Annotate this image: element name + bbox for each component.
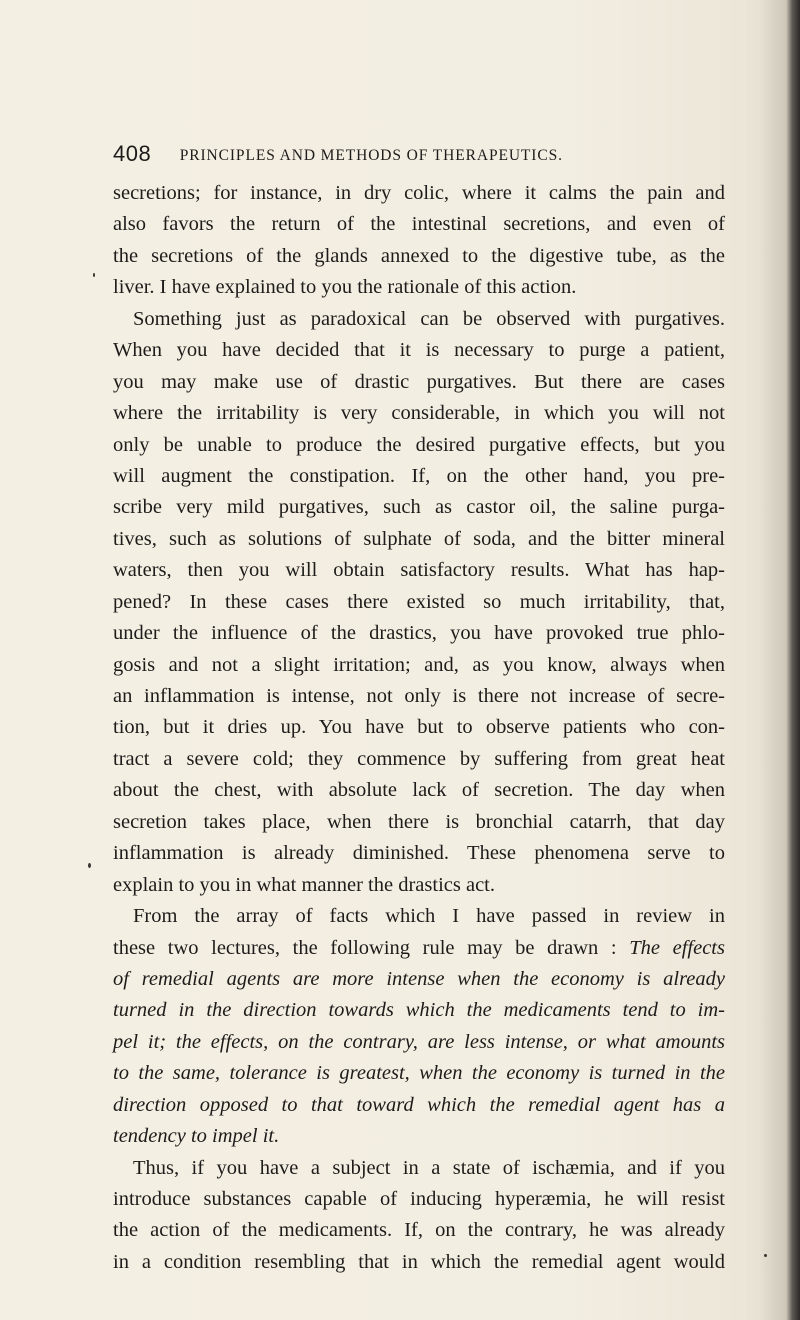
text-line: in a condition resembling that in which the remedial agent would xyxy=(113,1250,725,1273)
text-line: tion, but it dries up. You have but to observe patients who con- xyxy=(113,716,725,739)
text-line: scribe very mild purgatives, such as castor oil, the saline purga- xyxy=(113,496,725,519)
text-line: the secretions of the glands annexed to the digestive tube, as the xyxy=(113,244,725,267)
text-line: From the array of facts which I have passed in review in xyxy=(133,905,725,928)
body-text xyxy=(113,178,725,1278)
text-line: gosis and not a slight irritation; and, as you know, always when xyxy=(113,653,725,676)
text-line: will augment the constipation. If, on the other hand, you pre- xyxy=(113,464,725,487)
binding-shadow xyxy=(760,0,786,1320)
rule-text-line: to the same, tolerance is greatest, when the economy is turned in the xyxy=(113,1062,725,1085)
margin-speck xyxy=(764,1254,767,1257)
book-binding-edge xyxy=(786,0,800,1320)
text-line: an inflammation is intense, not only is there not increase of secre- xyxy=(113,685,725,707)
text-line: only be unable to produce the desired purgative effects, but you xyxy=(113,433,725,456)
text-line: pened? In these cases there existed so much irritability, that, xyxy=(113,590,725,613)
running-title: PRINCIPLES AND METHODS OF THERAPEUTICS. xyxy=(179,147,563,164)
text-line: Thus, if you have a subject in a state of ischæmia, and if you xyxy=(133,1156,725,1179)
text-line: about the chest, with absolute lack of secretion. The day when xyxy=(113,779,725,802)
text-line: where the irritability is very considerable, in which you will not xyxy=(113,402,725,425)
rule-text-line: tendency to impel it. xyxy=(113,1125,280,1148)
margin-speck xyxy=(93,273,95,277)
text-line: also favors the return of the intestinal secretions, and even of xyxy=(113,213,725,236)
rule-text-line: pel it; the effects, on the contrary, are less intense, or what amounts xyxy=(113,1030,725,1053)
page-number: 408 xyxy=(113,141,152,166)
text-line: secretions; for instance, in dry colic, where it calms the pain and xyxy=(113,182,725,204)
text-line: introduce substances capable of inducing hyperæmia, he will resist xyxy=(113,1188,725,1210)
rule-italic-start: The effects xyxy=(629,936,725,959)
text-line: tives, such as solutions of sulphate of soda, and the bitter mineral xyxy=(113,527,725,550)
text-line: under the influence of the drastics, you have provoked true phlo- xyxy=(113,622,725,645)
rule-text-line: turned in the direction towards which the medicaments tend to im- xyxy=(113,999,725,1022)
rule-text-line: of remedial agents are more intense when the economy is already xyxy=(113,967,725,990)
text-line: inflammation is already diminished. These phenomena serve to xyxy=(113,842,725,865)
text-line: the action of the medicaments. If, on the contrary, he was already xyxy=(113,1219,725,1242)
rule-text-line: direction opposed to that toward which the remedial agent has a xyxy=(113,1093,725,1116)
text-line: waters, then you will obtain satisfactory results. What has hap- xyxy=(113,559,725,582)
text-line: liver. I have explained to you the rationale of this action. xyxy=(113,276,577,299)
text-line: Something just as paradoxical can be observed with purgatives. xyxy=(133,307,725,330)
text-line: explain to you in what manner the drastics act. xyxy=(113,873,495,896)
text-line: you may make use of drastic purgatives. But there are cases xyxy=(113,370,725,393)
margin-speck xyxy=(88,863,91,868)
text-line: When you have decided that it is necessary to purge a patient, xyxy=(113,339,725,362)
text-line: secretion takes place, when there is bronchial catarrh, that day xyxy=(113,810,725,833)
text-line: tract a severe cold; they commence by suffering from great heat xyxy=(113,747,725,770)
running-head xyxy=(113,141,673,167)
rule-lead-in: these two lectures, the following rule may be drawn : xyxy=(113,936,630,959)
text-line-with-rule xyxy=(113,933,725,964)
